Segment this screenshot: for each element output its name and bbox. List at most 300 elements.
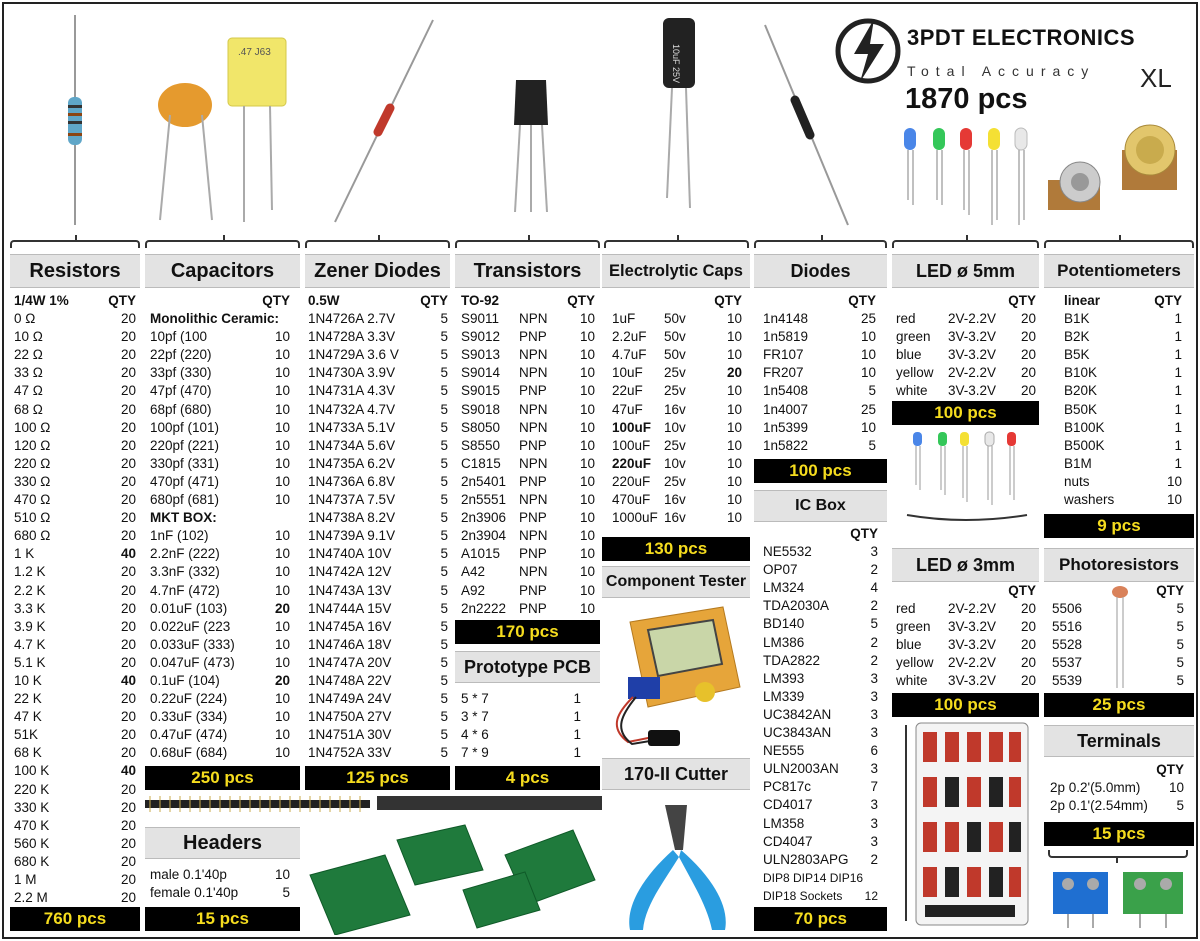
item-value: NPN bbox=[519, 401, 548, 417]
item-value: 680 Ω bbox=[14, 528, 51, 544]
item-value: blue bbox=[896, 637, 922, 653]
led5-table bbox=[896, 292, 1036, 401]
brace bbox=[754, 240, 887, 248]
table-row bbox=[14, 817, 136, 835]
item-value: 47uF bbox=[612, 401, 643, 417]
item-value: B50K bbox=[1064, 401, 1098, 417]
item-value: 68 Ω bbox=[14, 401, 43, 417]
item-value: 0.01uF (103) bbox=[150, 600, 228, 616]
item-value: 5506 bbox=[1052, 601, 1083, 617]
table-row bbox=[461, 455, 595, 473]
item-value: PNP bbox=[519, 546, 547, 562]
qty-value: 1 bbox=[1174, 347, 1182, 363]
table-row bbox=[612, 455, 742, 473]
qty-value: 10 bbox=[274, 582, 290, 598]
table-row bbox=[763, 364, 876, 382]
qty-value: 20 bbox=[274, 672, 290, 688]
qty-label: QTY bbox=[850, 526, 878, 541]
qty-value: 5 bbox=[440, 727, 448, 743]
qty-value: 20 bbox=[120, 817, 136, 833]
table-row bbox=[461, 527, 595, 545]
photoresistors-title: Photoresistors bbox=[1044, 548, 1194, 582]
capacitors-group-ceramic: Monolithic Ceramic: bbox=[150, 311, 280, 327]
item-value: white bbox=[896, 383, 928, 399]
brand-size-tag: XL bbox=[1140, 63, 1172, 93]
led-3mm-image bbox=[905, 430, 1030, 525]
table-row bbox=[308, 636, 448, 654]
item-value: 3V-3.2V bbox=[948, 329, 997, 345]
table-row bbox=[763, 670, 878, 688]
table-row bbox=[14, 690, 136, 708]
item-value: B2K bbox=[1064, 329, 1090, 345]
qty-value: 5 bbox=[440, 329, 448, 345]
table-row bbox=[763, 851, 878, 869]
item-value: 470 Ω bbox=[14, 492, 51, 508]
item-value: 1n5408 bbox=[763, 383, 809, 399]
qty-value: 20 bbox=[120, 709, 136, 725]
qty-value: 20 bbox=[120, 727, 136, 743]
qty-value: 4 bbox=[870, 580, 878, 596]
transistor-image bbox=[514, 80, 548, 212]
item-value: FR207 bbox=[763, 365, 804, 381]
item-value: yellow bbox=[896, 655, 934, 671]
item-value: 0.22uF (224) bbox=[150, 691, 228, 707]
item-value: OP07 bbox=[763, 562, 798, 578]
brand-count: 1870 pcs bbox=[905, 83, 1028, 115]
qty-label: QTY bbox=[567, 293, 595, 308]
table-row bbox=[150, 618, 290, 636]
item-value: S9014 bbox=[461, 365, 501, 381]
qty-value: 10 bbox=[579, 365, 595, 381]
item-value: 1N4747A 20V bbox=[308, 654, 392, 670]
qty-value: 10 bbox=[726, 510, 742, 526]
cutter-title: 170-II Cutter bbox=[602, 758, 750, 790]
photoresistors-total: 25 pcs bbox=[1044, 693, 1194, 717]
brace bbox=[305, 240, 450, 248]
table-row bbox=[14, 419, 136, 437]
item-value: white bbox=[896, 673, 928, 689]
item-value: 120 Ω bbox=[14, 437, 51, 453]
table-row bbox=[150, 473, 290, 491]
qty-value: 5 bbox=[440, 455, 448, 471]
item-value: 25v bbox=[664, 365, 686, 381]
table-row bbox=[150, 582, 290, 600]
qty-value: 20 bbox=[120, 528, 136, 544]
qty-value: 20 bbox=[120, 691, 136, 707]
item-value: FR107 bbox=[763, 347, 804, 363]
table-row bbox=[763, 437, 876, 455]
qty-value: 10 bbox=[726, 455, 742, 471]
table-row bbox=[308, 744, 448, 762]
qty-value: 10 bbox=[274, 691, 290, 707]
item-value: 1 M bbox=[14, 872, 37, 887]
table-row bbox=[763, 778, 878, 796]
item-value: PC817c bbox=[763, 779, 812, 795]
item-value: 16v bbox=[664, 492, 686, 508]
table-row bbox=[14, 328, 136, 346]
qty-value: 20 bbox=[120, 853, 136, 869]
item-value: 5539 bbox=[1052, 673, 1083, 689]
transistors-spec: TO-92 bbox=[461, 293, 500, 308]
table-row bbox=[896, 328, 1036, 346]
table-row bbox=[308, 491, 448, 509]
qty-value: 20 bbox=[120, 872, 136, 887]
qty-value: 5 bbox=[440, 636, 448, 652]
qty-value: 10 bbox=[579, 600, 595, 616]
item-value: 47 K bbox=[14, 709, 42, 725]
item-value: NE555 bbox=[763, 743, 805, 759]
item-value: NPN bbox=[519, 365, 548, 381]
item-value: 3.3nF (332) bbox=[150, 564, 220, 580]
svg-text:.47 J63: .47 J63 bbox=[238, 47, 271, 58]
item-value: 0.1uF (104) bbox=[150, 672, 220, 688]
table-row bbox=[150, 364, 290, 382]
qty-value: 5 bbox=[868, 437, 876, 453]
item-value: 220 K bbox=[14, 781, 50, 797]
item-value: 1N4729A 3.6 V bbox=[308, 347, 399, 363]
zener-table bbox=[308, 292, 448, 762]
qty-value: 10 bbox=[579, 492, 595, 508]
qty-value: 10 bbox=[726, 473, 742, 489]
item-value: 16v bbox=[664, 510, 686, 526]
qty-value: 5 bbox=[1176, 619, 1184, 635]
qty-value: 7 bbox=[870, 779, 878, 795]
item-value: B1M bbox=[1064, 455, 1092, 471]
qty-value: 10 bbox=[274, 383, 290, 399]
qty-value: 1 bbox=[1174, 329, 1182, 345]
item-value: 1N4728A 3.3V bbox=[308, 329, 396, 345]
qty-value: 10 bbox=[274, 636, 290, 652]
qty-value: 10 bbox=[726, 383, 742, 399]
qty-value: 1 bbox=[1174, 365, 1182, 381]
item-value: A42 bbox=[461, 564, 486, 580]
qty-value: 10 bbox=[274, 654, 290, 670]
item-value: PNP bbox=[519, 383, 547, 399]
qty-value: 1 bbox=[573, 691, 581, 706]
item-value: 1N4744A 15V bbox=[308, 600, 392, 616]
table-row bbox=[461, 382, 595, 400]
item-value: 1N4735A 6.2V bbox=[308, 455, 396, 471]
table-row bbox=[150, 708, 290, 726]
table-row bbox=[1064, 491, 1182, 509]
item-value: 10 Ω bbox=[14, 329, 43, 345]
table-row bbox=[612, 491, 742, 509]
item-value: PNP bbox=[519, 473, 547, 489]
qty-value: 5 bbox=[440, 311, 448, 327]
diodes-total: 100 pcs bbox=[754, 459, 887, 483]
item-value: 50v bbox=[664, 347, 686, 363]
item-value: 100 K bbox=[14, 763, 50, 779]
component-tester-title: Component Tester bbox=[602, 566, 750, 598]
table-row bbox=[612, 473, 742, 491]
qty-value: 5 bbox=[440, 383, 448, 399]
electrolytic-table bbox=[612, 292, 742, 527]
ic-box-image bbox=[915, 722, 1030, 927]
qty-value: 20 bbox=[120, 365, 136, 381]
table-row bbox=[896, 672, 1036, 690]
item-value: NPN bbox=[519, 492, 548, 508]
item-value: 2V-2.2V bbox=[948, 601, 997, 617]
table-row bbox=[461, 437, 595, 455]
item-value: blue bbox=[896, 347, 922, 363]
led3-title: LED ø 3mm bbox=[892, 548, 1039, 582]
table-row bbox=[1052, 600, 1184, 618]
table-row bbox=[763, 419, 876, 437]
headers-table bbox=[150, 866, 290, 902]
qty-value: 20 bbox=[120, 564, 136, 580]
item-value: 1N4731A 4.3V bbox=[308, 383, 396, 399]
qty-value: 10 bbox=[726, 347, 742, 363]
table-row bbox=[150, 690, 290, 708]
qty-value: 1 bbox=[1174, 455, 1182, 471]
item-value: yellow bbox=[896, 365, 934, 381]
table-row bbox=[1052, 672, 1184, 690]
item-value: 2n3906 bbox=[461, 510, 507, 526]
item-value: 10v bbox=[664, 419, 686, 435]
item-value: 22 K bbox=[14, 691, 42, 707]
qty-value: 20 bbox=[120, 492, 136, 508]
table-row bbox=[461, 401, 595, 419]
table-row bbox=[14, 672, 136, 690]
table-row bbox=[763, 382, 876, 400]
table-row bbox=[150, 437, 290, 455]
table-row bbox=[14, 600, 136, 618]
table-row bbox=[308, 310, 448, 328]
qty-value: 10 bbox=[579, 419, 595, 435]
item-value: NPN bbox=[519, 528, 548, 544]
item-value: 51K bbox=[14, 727, 39, 743]
item-value: 0.33uF (334) bbox=[150, 709, 228, 725]
table-row bbox=[150, 346, 290, 364]
item-value: NE5532 bbox=[763, 544, 812, 560]
table-row bbox=[612, 437, 742, 455]
headers-total: 15 pcs bbox=[145, 907, 300, 931]
item-value: 330pf (331) bbox=[150, 455, 220, 471]
ceramic-capacitor-image bbox=[158, 83, 212, 220]
table-row bbox=[763, 706, 878, 724]
table-row bbox=[308, 382, 448, 400]
table-row bbox=[150, 600, 290, 618]
item-value: NPN bbox=[519, 564, 548, 580]
qty-value: 10 bbox=[274, 745, 290, 761]
table-row bbox=[461, 328, 595, 346]
table-row bbox=[14, 545, 136, 563]
qty-value: 10 bbox=[274, 546, 290, 562]
item-value: 100pf (101) bbox=[150, 419, 220, 435]
table-row bbox=[14, 889, 136, 907]
table-row bbox=[308, 618, 448, 636]
ic-sockets-line2: DIP18 Sockets bbox=[763, 888, 843, 903]
table-row bbox=[150, 527, 290, 545]
table-row bbox=[612, 364, 742, 382]
item-value: ULN2003AN bbox=[763, 761, 839, 777]
item-value: 2p 0.1'(2.54mm) bbox=[1050, 798, 1148, 814]
zener-spec: 0.5W bbox=[308, 293, 340, 308]
qty-value: 2 bbox=[870, 598, 878, 614]
qty-value: 20 bbox=[120, 835, 136, 851]
table-row bbox=[150, 455, 290, 473]
qty-value: 3 bbox=[870, 725, 878, 741]
table-row bbox=[1064, 382, 1182, 400]
item-value: 220uF bbox=[612, 473, 651, 489]
table-row bbox=[763, 401, 876, 419]
qty-value: 20 bbox=[120, 745, 136, 761]
table-row bbox=[461, 310, 595, 328]
item-value: 2.2nF (222) bbox=[150, 546, 220, 562]
qty-value: 1 bbox=[1174, 311, 1182, 327]
qty-value: 5 bbox=[440, 600, 448, 616]
item-value: A92 bbox=[461, 582, 486, 598]
item-value: 680 K bbox=[14, 853, 50, 869]
qty-value: 10 bbox=[579, 546, 595, 562]
item-value: 4.7uF bbox=[612, 347, 647, 363]
item-value: LM324 bbox=[763, 580, 805, 596]
table-row bbox=[612, 310, 742, 328]
table-row bbox=[896, 364, 1036, 382]
item-value: 3V-3.2V bbox=[948, 619, 997, 635]
qty-value: 10 bbox=[274, 365, 290, 381]
table-row bbox=[308, 690, 448, 708]
item-value: 330 K bbox=[14, 799, 50, 815]
qty-value: 10 bbox=[274, 564, 290, 580]
qty-value: 5 bbox=[1176, 673, 1184, 689]
item-value: LM358 bbox=[763, 815, 805, 831]
table-row bbox=[612, 509, 742, 527]
table-row bbox=[461, 509, 595, 527]
table-row bbox=[14, 781, 136, 799]
qty-value: 5 bbox=[1176, 798, 1184, 814]
table-row bbox=[14, 401, 136, 419]
item-value: ULN2803APG bbox=[763, 851, 849, 867]
item-value: 1000uF bbox=[612, 510, 658, 526]
qty-value: 5 bbox=[440, 365, 448, 381]
item-value: 1N4738A 8.2V bbox=[308, 510, 396, 526]
qty-label: QTY bbox=[1156, 583, 1184, 598]
capacitors-total: 250 pcs bbox=[145, 766, 300, 790]
item-value: 2p 0.2'(5.0mm) bbox=[1050, 780, 1141, 796]
qty-value: 20 bbox=[1020, 383, 1036, 399]
qty-value: 5 bbox=[1176, 655, 1184, 671]
item-value: 50v bbox=[664, 311, 686, 327]
qty-value: 2 bbox=[870, 634, 878, 650]
qty-value: 3 bbox=[870, 688, 878, 704]
led3-total: 100 pcs bbox=[892, 693, 1039, 717]
led-5mm-image bbox=[904, 128, 1027, 225]
item-value: 22uF bbox=[612, 383, 643, 399]
brace bbox=[1048, 850, 1188, 858]
qty-value: 20 bbox=[120, 473, 136, 489]
qty-value: 20 bbox=[120, 582, 136, 598]
table-row bbox=[1052, 654, 1184, 672]
qty-value: 20 bbox=[120, 419, 136, 435]
item-value: 2n2222 bbox=[461, 600, 507, 616]
diodes-title: Diodes bbox=[754, 254, 887, 288]
qty-value: 5 bbox=[440, 618, 448, 634]
item-value: 68pf (680) bbox=[150, 401, 212, 417]
qty-value: 40 bbox=[120, 546, 136, 562]
terminal-block-image bbox=[1048, 862, 1193, 932]
item-value: B100K bbox=[1064, 419, 1105, 435]
qty-value: 5 bbox=[440, 473, 448, 489]
qty-value: 10 bbox=[274, 329, 290, 345]
item-value: A1015 bbox=[461, 546, 501, 562]
table-row bbox=[308, 346, 448, 364]
table-row bbox=[461, 600, 595, 618]
table-row bbox=[150, 401, 290, 419]
table-row bbox=[14, 871, 136, 889]
item-value: 2n5551 bbox=[461, 492, 507, 508]
item-value: 7 * 9 bbox=[461, 745, 489, 761]
qty-value: 40 bbox=[120, 763, 136, 779]
qty-value: 20 bbox=[1020, 673, 1036, 689]
qty-value: 3 bbox=[870, 797, 878, 813]
item-value: green bbox=[896, 619, 931, 635]
qty-value: 20 bbox=[120, 329, 136, 345]
qty-value: 20 bbox=[120, 781, 136, 797]
table-row bbox=[14, 527, 136, 545]
mkt-capacitor-image bbox=[228, 38, 286, 222]
ic-box-table bbox=[763, 525, 878, 905]
table-row bbox=[1050, 779, 1184, 797]
item-value: nuts bbox=[1064, 473, 1090, 489]
table-row bbox=[763, 328, 876, 346]
qty-value: 10 bbox=[579, 564, 595, 580]
table-row bbox=[763, 561, 878, 579]
qty-value: 20 bbox=[1020, 619, 1036, 635]
table-row bbox=[308, 563, 448, 581]
qty-value: 20 bbox=[1020, 637, 1036, 653]
qty-value: 10 bbox=[1166, 492, 1182, 508]
qty-value: 3 bbox=[870, 670, 878, 686]
ic-box-total: 70 pcs bbox=[754, 907, 887, 931]
table-row bbox=[461, 563, 595, 581]
item-value: 1N4748A 22V bbox=[308, 672, 392, 688]
table-row bbox=[1052, 618, 1184, 636]
table-row bbox=[612, 419, 742, 437]
qty-value: 10 bbox=[274, 347, 290, 363]
capacitors-table bbox=[150, 292, 290, 762]
item-value: 1n4148 bbox=[763, 311, 809, 327]
table-row bbox=[308, 672, 448, 690]
transistors-total: 170 pcs bbox=[455, 620, 600, 644]
qty-value: 10 bbox=[579, 401, 595, 417]
table-row bbox=[14, 762, 136, 780]
qty-label: QTY bbox=[1156, 762, 1184, 777]
item-value: S9013 bbox=[461, 347, 501, 363]
item-value: 10 K bbox=[14, 672, 42, 688]
qty-value: 10 bbox=[579, 528, 595, 544]
item-value: 25v bbox=[664, 383, 686, 399]
brace bbox=[10, 240, 140, 248]
table-row bbox=[14, 563, 136, 581]
item-value: 1uF bbox=[612, 311, 636, 327]
table-row bbox=[461, 744, 581, 762]
item-value: male 0.1'40p bbox=[150, 867, 227, 882]
qty-value: 10 bbox=[860, 329, 876, 345]
qty-value: 3 bbox=[870, 761, 878, 777]
potentiometers-total: 9 pcs bbox=[1044, 514, 1194, 538]
item-value: NPN bbox=[519, 347, 548, 363]
brace bbox=[455, 240, 600, 248]
qty-value: 3 bbox=[870, 706, 878, 722]
qty-value: 20 bbox=[1020, 347, 1036, 363]
qty-value: 20 bbox=[120, 510, 136, 526]
qty-value: 20 bbox=[120, 654, 136, 670]
qty-value: 10 bbox=[726, 311, 742, 327]
qty-value: 20 bbox=[1020, 655, 1036, 671]
item-value: UC3842AN bbox=[763, 706, 832, 722]
qty-value: 5 bbox=[440, 437, 448, 453]
